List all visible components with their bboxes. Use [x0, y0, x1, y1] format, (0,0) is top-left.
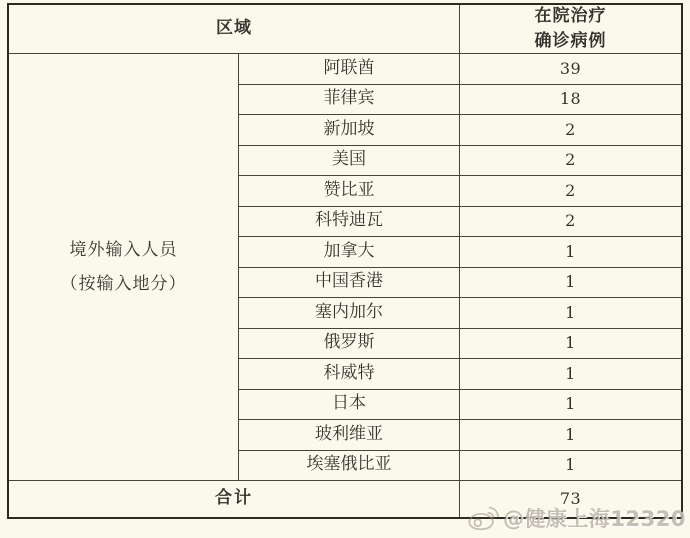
cases-cell: 1	[460, 237, 681, 267]
cases-cell: 1	[460, 359, 681, 389]
header-region: 区域	[9, 5, 459, 53]
cases-cell: 1	[460, 451, 681, 481]
place-cell: 塞内加尔	[239, 298, 459, 328]
total-label-cell: 合计	[9, 481, 459, 517]
place-cell: 埃塞俄比亚	[239, 451, 459, 481]
total-value-cell: 73	[460, 481, 681, 517]
place-cell: 俄罗斯	[239, 329, 459, 359]
place-cell: 科特迪瓦	[239, 207, 459, 237]
cases-cell: 2	[460, 207, 681, 237]
header-cases-line2: 确诊病例	[534, 31, 607, 51]
cases-cell: 2	[460, 115, 681, 145]
group-label-line1: 境外输入人员	[69, 240, 178, 260]
place-cell: 菲律宾	[239, 85, 459, 115]
header-cases	[460, 5, 681, 53]
cases-cell: 1	[460, 298, 681, 328]
place-cell: 加拿大	[239, 237, 459, 267]
watermark-text: @健康上海12320	[502, 507, 686, 531]
cases-cell: 39	[460, 54, 681, 84]
place-cell: 科威特	[239, 359, 459, 389]
place-cell: 阿联酋	[239, 54, 459, 84]
case-table	[7, 3, 683, 519]
group-label-line2: （按输入地分）	[60, 274, 187, 294]
cases-cell: 2	[460, 146, 681, 176]
place-cell: 玻利维亚	[239, 420, 459, 450]
cases-cell: 1	[460, 329, 681, 359]
place-cell: 赞比亚	[239, 176, 459, 206]
cases-cell: 18	[460, 85, 681, 115]
place-cell: 美国	[239, 146, 459, 176]
place-cell: 日本	[239, 390, 459, 420]
cases-cell: 2	[460, 176, 681, 206]
place-cell: 新加坡	[239, 115, 459, 145]
cases-cell: 1	[460, 390, 681, 420]
group-cell-imported-abroad	[9, 54, 238, 480]
place-cell: 中国香港	[239, 268, 459, 298]
cases-cell: 1	[460, 420, 681, 450]
cases-cell: 1	[460, 268, 681, 298]
header-cases-line1: 在院治疗	[534, 6, 607, 27]
